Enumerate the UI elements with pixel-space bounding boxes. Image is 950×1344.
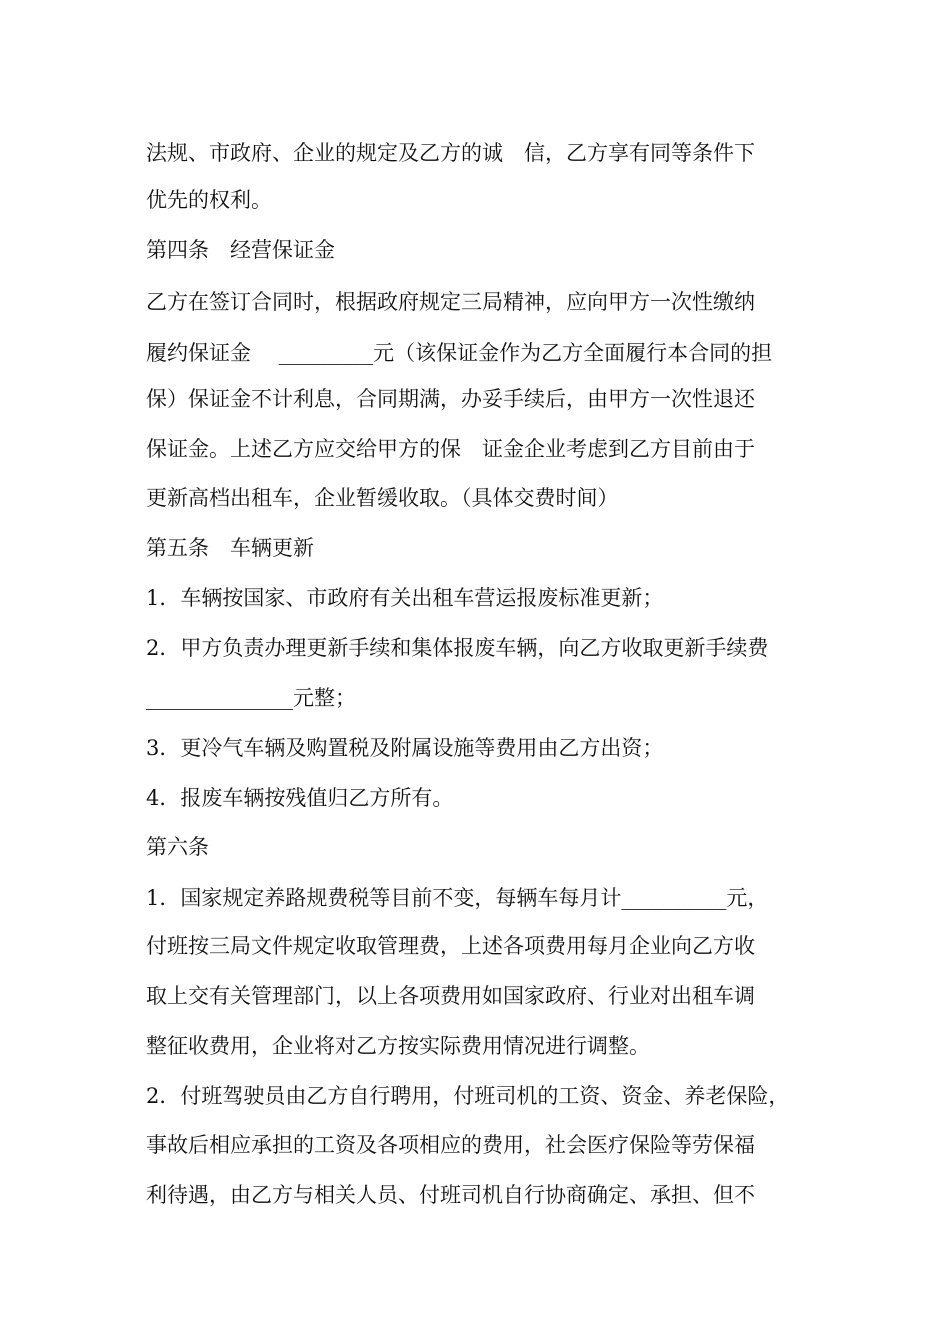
list-item: 1．国家规定养路规费税等目前不变，每辆车每月计__________元， (146, 886, 769, 910)
article-heading: 第六条 (146, 835, 209, 859)
text-line: 事故后相应承担的工资及各项相应的费用，社会医疗保险等劳保福 (146, 1133, 755, 1157)
text-line: 履约保证金 _________元（该保证金作为乙方全面履行本合同的担 (146, 341, 773, 365)
text-line: 取上交有关管理部门，以上各项费用如国家政府、行业对出租车调 (146, 984, 755, 1008)
list-item: 4．报废车辆按残值归乙方所有。 (146, 786, 454, 810)
text-line: 保）保证金不计利息，合同期满，办妥手续后，由甲方一次性退还 (146, 387, 755, 411)
article-heading: 第五条 车辆更新 (146, 536, 314, 560)
text-line: 更新高档出租车，企业暂缓收取。（具体交费时间） (146, 486, 619, 510)
list-item: 1．车辆按国家、市政府有关出租车营运报废标准更新； (146, 586, 664, 610)
text-line: 乙方在签订合同时，根据政府规定三局精神，应向甲方一次性缴纳 (146, 290, 755, 314)
text-line: 利待遇，由乙方与相关人员、付班司机自行协商确定、承担、但不 (146, 1183, 755, 1207)
list-item: 2．甲方负责办理更新手续和集体报废车辆，向乙方收取更新手续费 (146, 636, 769, 660)
list-item: 2．付班驾驶员由乙方自行聘用，付班司机的工资、资金、养老保险， (146, 1084, 790, 1108)
text-line: 保证金。上述乙方应交给甲方的保 证金企业考虑到乙方目前由于 (146, 437, 755, 461)
text-line: 付班按三局文件规定收取管理费，上述各项费用每月企业向乙方收 (146, 934, 755, 958)
text-line: 法规、市政府、企业的规定及乙方的诚 信，乙方享有同等条件下 (146, 141, 755, 165)
list-item: 3．更冷气车辆及购置税及附属设施等费用由乙方出资； (146, 736, 664, 760)
text-line: ______________元整； (146, 686, 356, 710)
article-heading: 第四条 经营保证金 (146, 238, 335, 262)
text-line: 整征收费用，企业将对乙方按实际费用情况进行调整。 (146, 1034, 650, 1058)
text-line: 优先的权利。 (146, 188, 272, 212)
